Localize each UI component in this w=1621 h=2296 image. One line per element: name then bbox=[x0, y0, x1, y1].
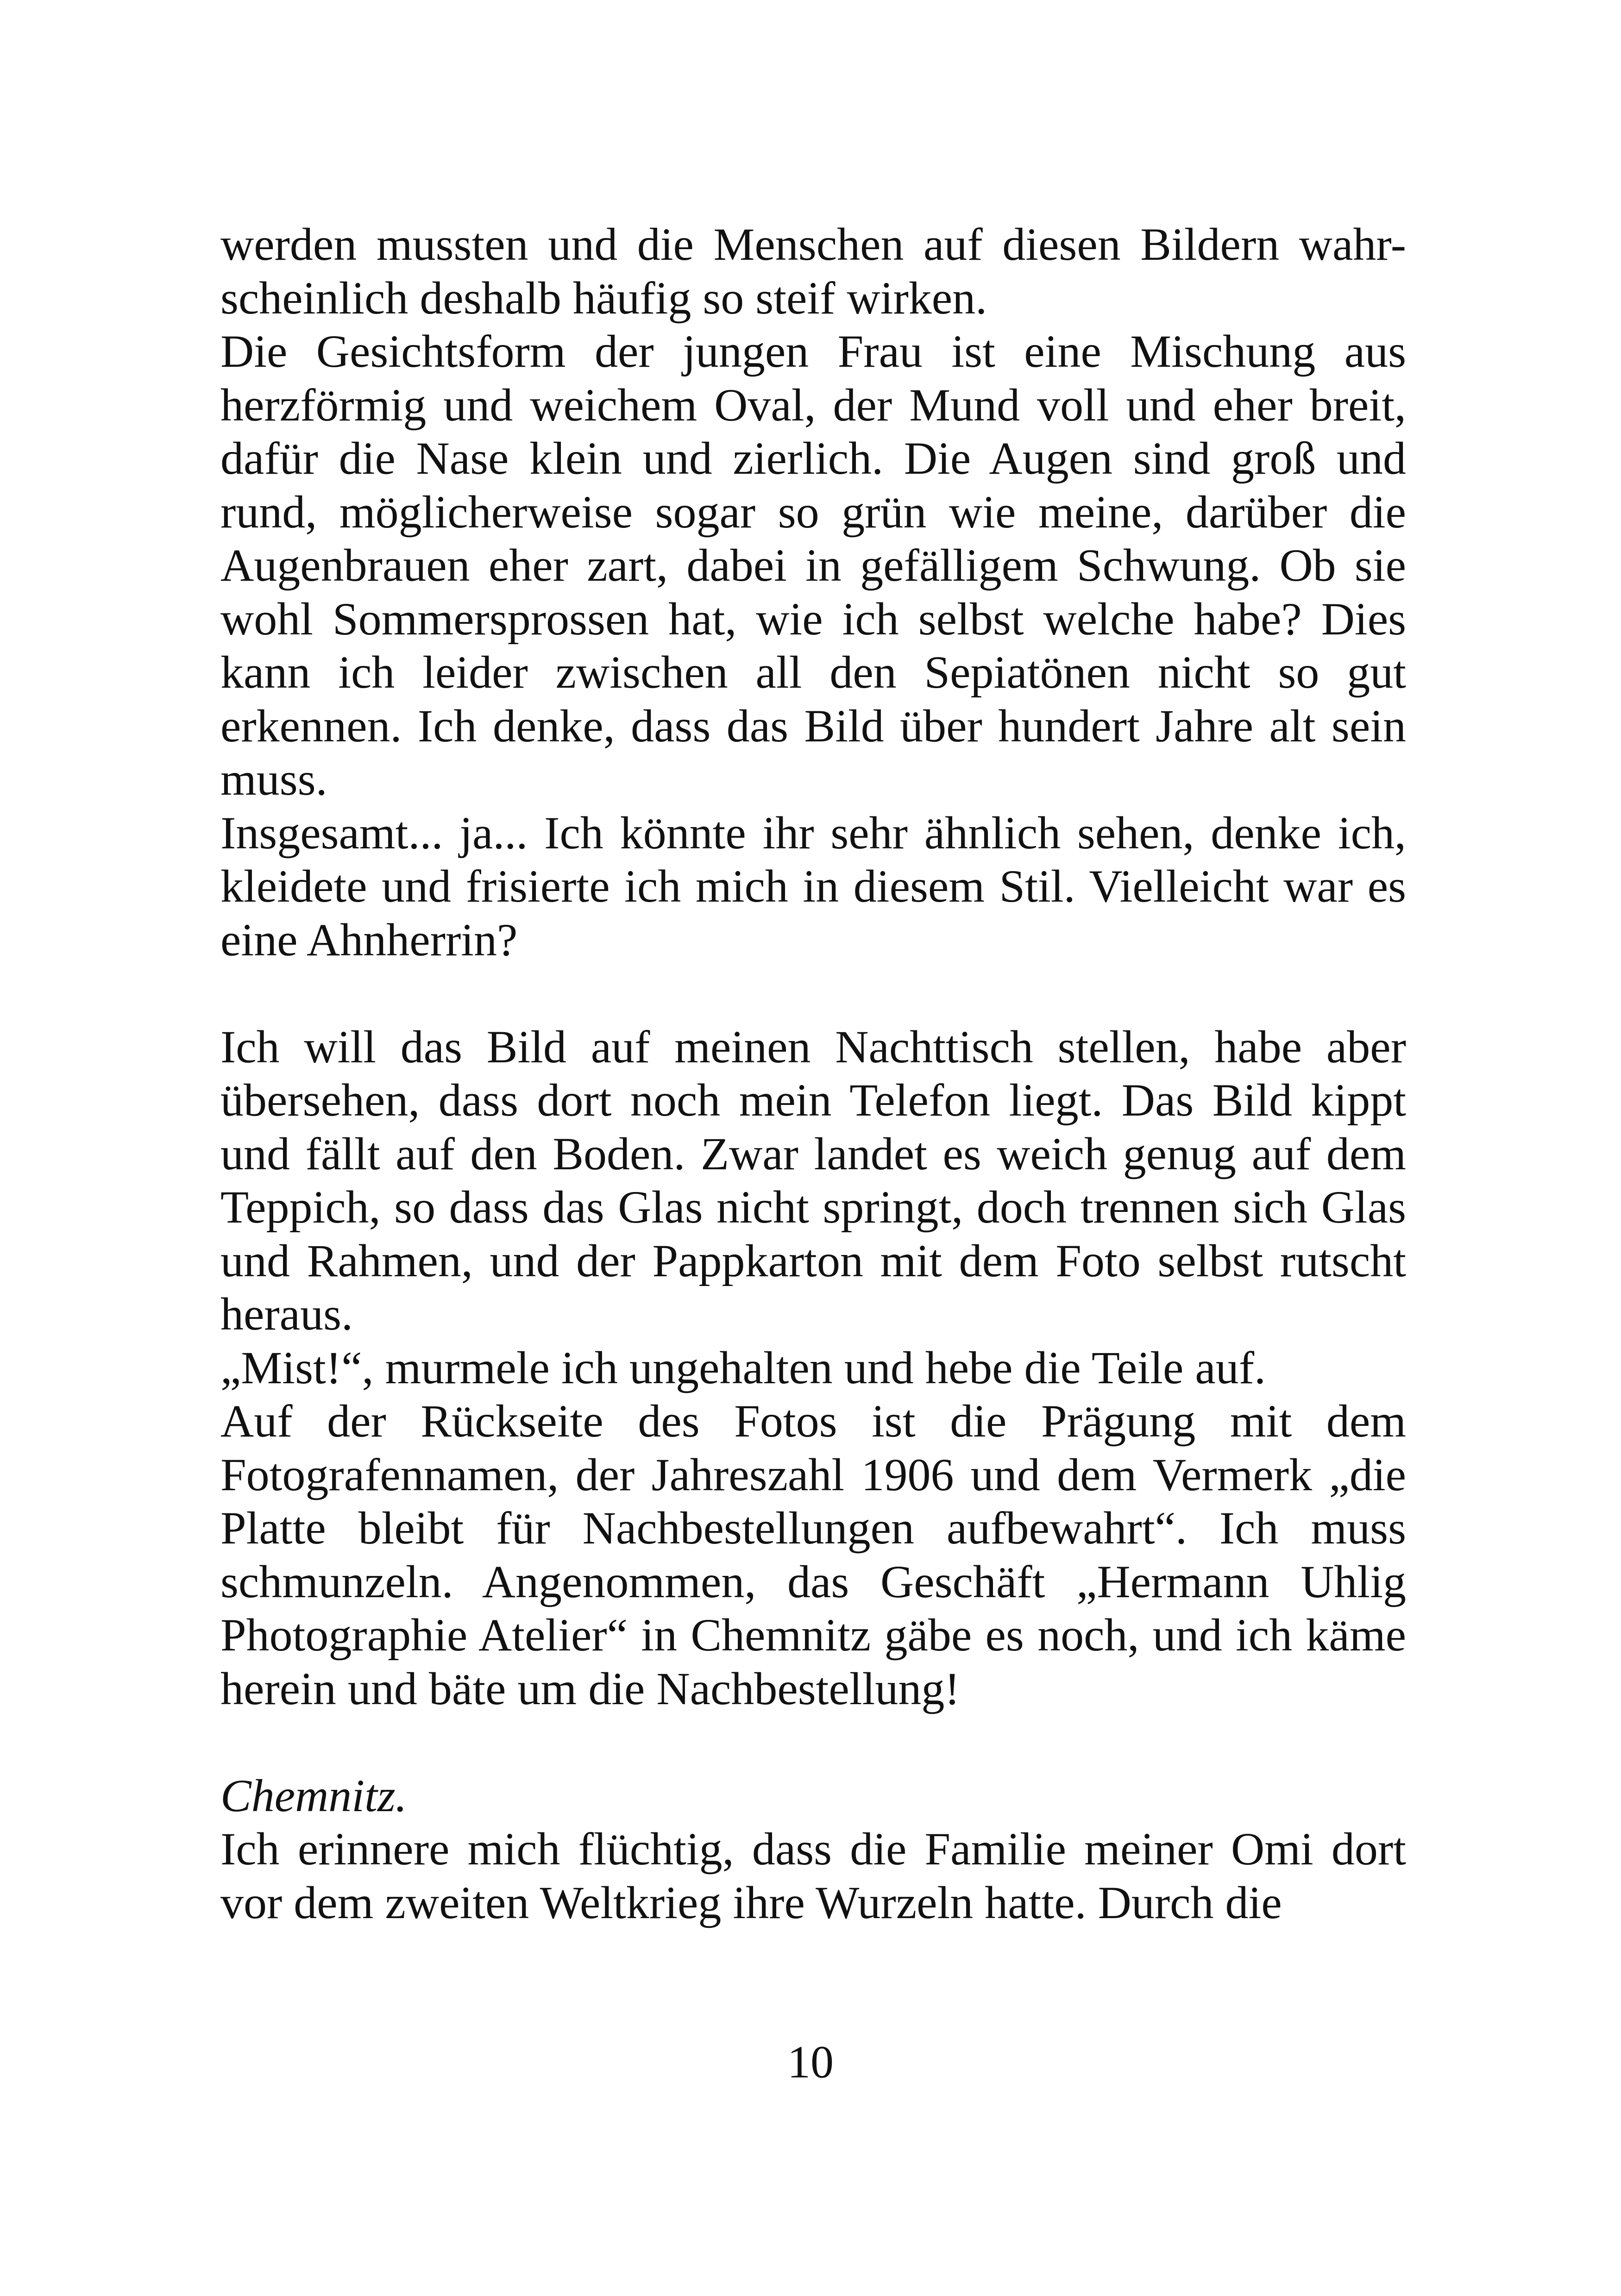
paragraph-spacer bbox=[220, 1715, 1406, 1769]
paragraph-photo-stiffness: werden mussten und die Menschen auf diesen Bildern wahr-scheinlich deshalb häufig so steif wirken. bbox=[220, 219, 1406, 324]
paragraph-picture-falls: Ich will das Bild auf meinen Nachttisch stellen, habe aber übersehen, dass dort noch mein Telefon liegt. Das Bild kippt und fällt auf den Boden. Zwar landet es weich genug auf dem Teppich, so dass das Glas nicht springt, doch trennen sich Glas und Rahmen, und der Pappkarton mit dem Foto selbst rutscht heraus. bbox=[220, 1021, 1406, 1340]
paragraph-spacer bbox=[220, 966, 1406, 1020]
page-number: 10 bbox=[787, 2036, 834, 2088]
paragraph-family-roots: Ich erinnere mich flüchtig, dass die Familie meiner Omi dort vor dem zweiten Weltkrieg ihre Wurzeln hatte. Durch die bbox=[220, 1823, 1406, 1928]
paragraph-exclamation: „Mist!“, murmele ich ungehalten und hebe die Teile auf. bbox=[220, 1342, 1266, 1393]
paragraph-photo-back: Auf der Rückseite des Fotos ist die Prägung mit dem Fotografennamen, der Jahreszahl 1906 und dem Vermerk „die Platte bleibt für Nachbestellungen aufbewahrt“. Ich muss schmunzeln. Angenommen, das Geschäft „Hermann Uhlig Photographie Atelier“ in Chemnitz gäbe es noch, und ich käme herein und bäte um die Nachbestellung! bbox=[220, 1395, 1406, 1714]
section-heading-chemnitz: Chemnitz. bbox=[220, 1769, 407, 1821]
paragraph-resemblance: Insgesamt... ja... Ich könnte ihr sehr ähnlich sehen, denke ich, kleidete und frisierte ich mich in diesem Stil. Vielleicht war es eine Ahnherrin? bbox=[220, 807, 1406, 966]
body-text bbox=[220, 218, 1406, 1929]
paragraph-face-description: Die Gesichtsform der jungen Frau ist eine Mischung aus herzförmig und weichem Oval, der Mund voll und eher breit, dafür die Nase klein und zierlich. Die Augen sind groß und rund, möglicherweise sogar so grün wie meine, darüber die Augenbrauen eher zart, dabei in gefälligem Schwung. Ob sie wohl Sommersprossen hat, wie ich selbst welche habe? Dies kann ich leider zwischen all den Sepiatönen nicht so gut erkennen. Ich denke, dass das Bild über hundert Jahre alt sein muss. bbox=[220, 326, 1406, 805]
